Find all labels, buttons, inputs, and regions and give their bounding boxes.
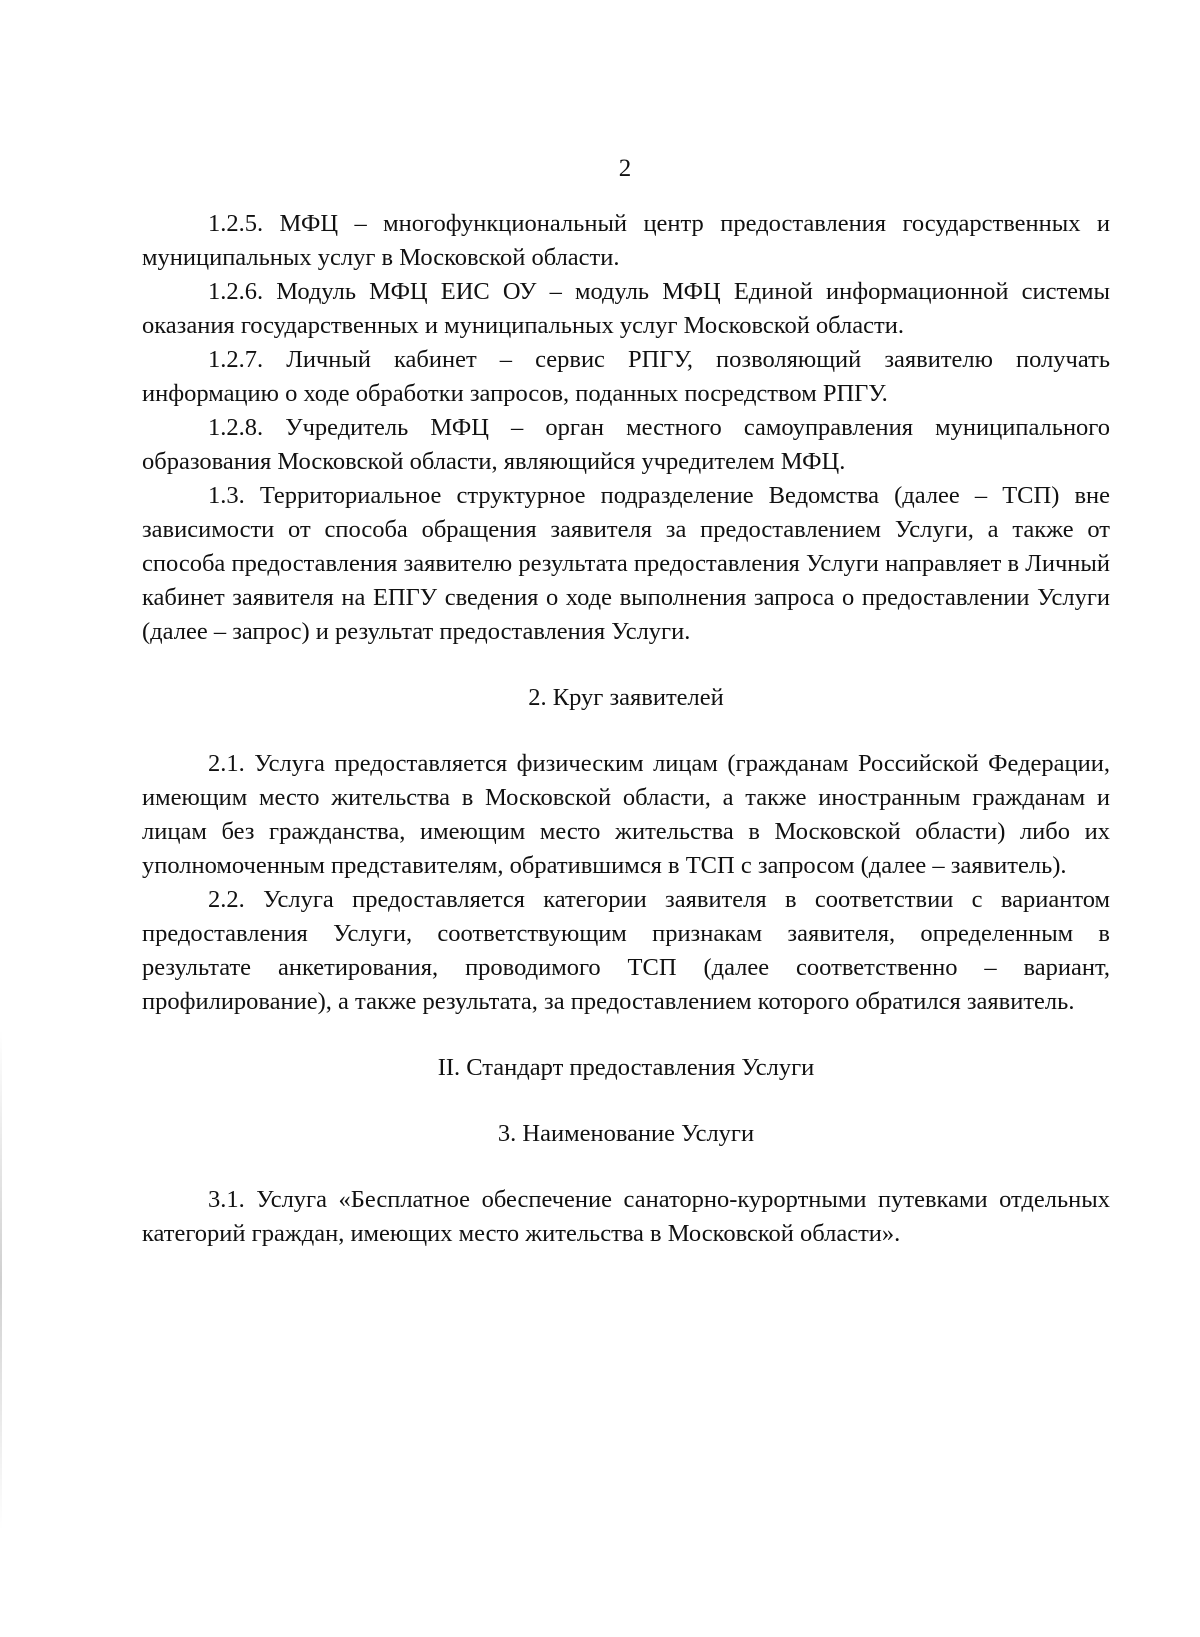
page-number: 2 xyxy=(618,155,632,182)
paragraph-1-2-7: 1.2.7. Личный кабинет – сервис РПГУ, позволяющий заявителю получать информацию о ходе обработки запросов, поданных посредством РПГУ. xyxy=(142,346,1110,407)
paragraph-1-2-5: 1.2.5. МФЦ – многофункциональный центр предоставления государственных и муниципальных услуг в Московской области. xyxy=(142,210,1110,271)
paragraph-2-2: 2.2. Услуга предоставляется категории заявителя в соответствии с вариантом предоставления Услуги, соответствующим признакам заявителя, определенным в результате анкетирования, проводимого ТСП (далее соответственно – вариант, профилирование), а также результата, за предоставлением которого обратился заявитель. xyxy=(142,886,1110,1015)
heading-section-2: 2. Круг заявителей xyxy=(528,684,724,711)
paragraph-3-1: 3.1. Услуга «Бесплатное обеспечение санаторно-курортными путевками отдельных категорий граждан, имеющих место жительства в Московской области». xyxy=(142,1186,1110,1247)
paragraph-1-3: 1.3. Территориальное структурное подразделение Ведомства (далее – ТСП) вне зависимости от способа обращения заявителя за предоставлением Услуги, а также от способа предоставления заявителю результата предоставления Услуги направляет в Личный кабинет заявителя на ЕПГУ сведения о ходе выполнения запроса о предоставлении Услуги (далее – запрос) и результат предоставления Услуги. xyxy=(142,482,1110,645)
document-body xyxy=(142,207,1110,1251)
paragraph-1-2-6: 1.2.6. Модуль МФЦ ЕИС ОУ – модуль МФЦ Единой информационной системы оказания государственных и муниципальных услуг Московской области. xyxy=(142,278,1110,339)
scan-edge-shadow xyxy=(0,1030,2,1530)
heading-part-2: II. Стандарт предоставления Услуги xyxy=(437,1054,815,1081)
heading-section-3: 3. Наименование Услуги xyxy=(497,1120,755,1147)
paragraph-1-2-8: 1.2.8. Учредитель МФЦ – орган местного самоуправления муниципального образования Московской области, являющийся учредителем МФЦ. xyxy=(142,414,1110,475)
paragraph-2-1: 2.1. Услуга предоставляется физическим лицам (гражданам Российской Федерации, имеющим место жительства в Московской области, а также иностранным гражданам и лицам без гражданства, имеющим место жительства в Московской области) либо их уполномоченным представителям, обратившимся в ТСП с запросом (далее – заявитель). xyxy=(142,750,1110,879)
